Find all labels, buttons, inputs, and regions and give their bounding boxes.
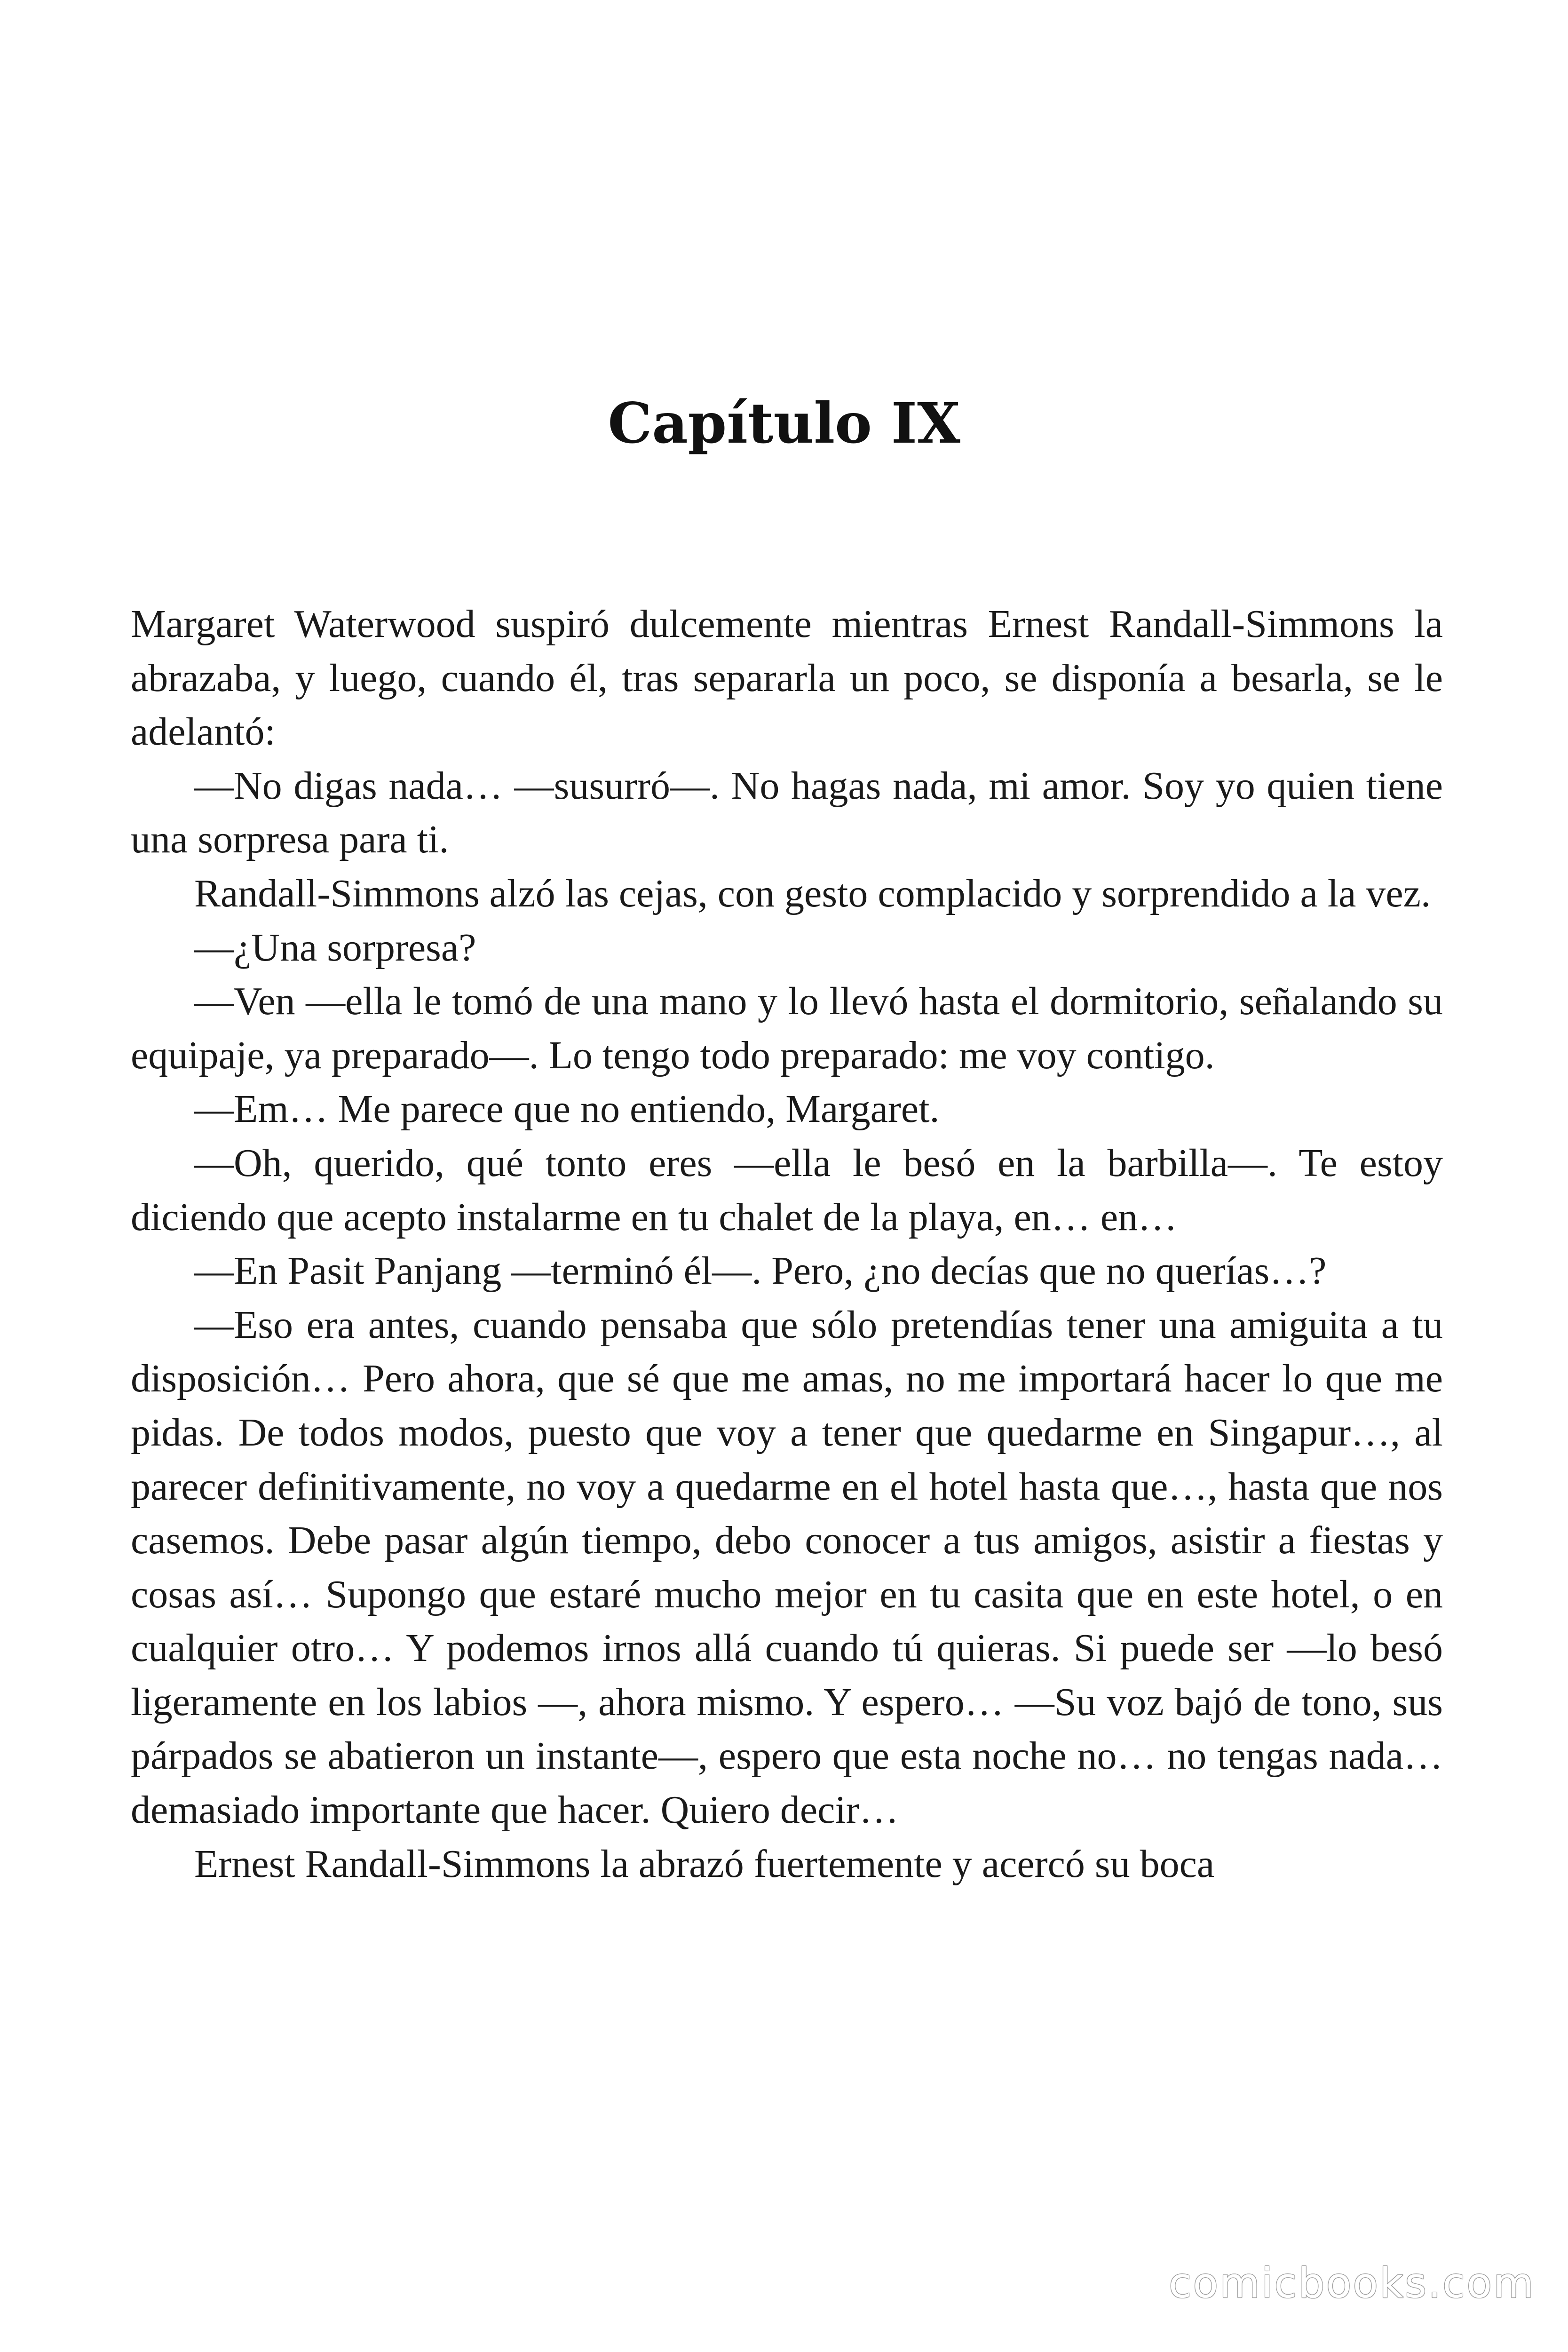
watermark: comicbooks.com bbox=[1168, 2259, 1535, 2307]
chapter-title: Capítulo IX bbox=[608, 390, 960, 456]
paragraph: —Eso era antes, cuando pensaba que sólo pretendías tener una amiguita a tu disposición… Pero ahora, que sé que me amas, no me importará hacer lo que me pidas. De todos modos, puesto que voy a tener que quedarme en Singapur…, al parecer definitivamente, no voy a quedarme en el hotel hasta que…, hasta que nos casemos. Debe pasar algún tiempo, debo conocer a tus amigos, asistir a fiestas y cosas así… Supongo que estaré mucho mejor en tu casita que en este hotel, o en cualquier otro… Y podemos irnos allá cuando tú quieras. Si puede ser —lo besó ligeramente en los labios —, ahora mismo. Y espero… —Su voz bajó de tono, sus párpados se abatieron un instante—, espero que esta noche no… no tengas nada… demasiado importante que hacer. Quiero decir… bbox=[131, 1303, 1443, 1832]
paragraph: —¿Una sorpresa? bbox=[194, 925, 476, 969]
paragraph: Randall-Simmons alzó las cejas, con gesto complacido y sorprendido a la vez. bbox=[194, 871, 1431, 915]
paragraph: Ernest Randall-Simmons la abrazó fuertemente y acercó su boca bbox=[194, 1842, 1215, 1886]
paragraph: —Em… Me parece que no entiendo, Margaret. bbox=[194, 1087, 940, 1131]
paragraph: —Oh, querido, qué tonto eres —ella le besó en la barbilla—. Te estoy diciendo que acepto instalarme en tu chalet de la playa, en… en… bbox=[131, 1141, 1443, 1239]
chapter-body bbox=[131, 597, 1443, 1891]
paragraph: —En Pasit Panjang —terminó él—. Pero, ¿no decías que no querías…? bbox=[194, 1249, 1327, 1293]
paragraph: —No digas nada… —susurró—. No hagas nada, mi amor. Soy yo quien tiene una sorpresa para ti. bbox=[131, 763, 1443, 862]
paragraph: Margaret Waterwood suspiró dulcemente mientras Ernest Randall-Simmons la abrazaba, y luego, cuando él, tras separarla un poco, se disponía a besarla, se le adelantó: bbox=[131, 602, 1443, 754]
paragraph: —Ven —ella le tomó de una mano y lo llevó hasta el dormitorio, señalando su equipaje, ya preparado—. Lo tengo todo preparado: me voy contigo. bbox=[131, 979, 1443, 1077]
